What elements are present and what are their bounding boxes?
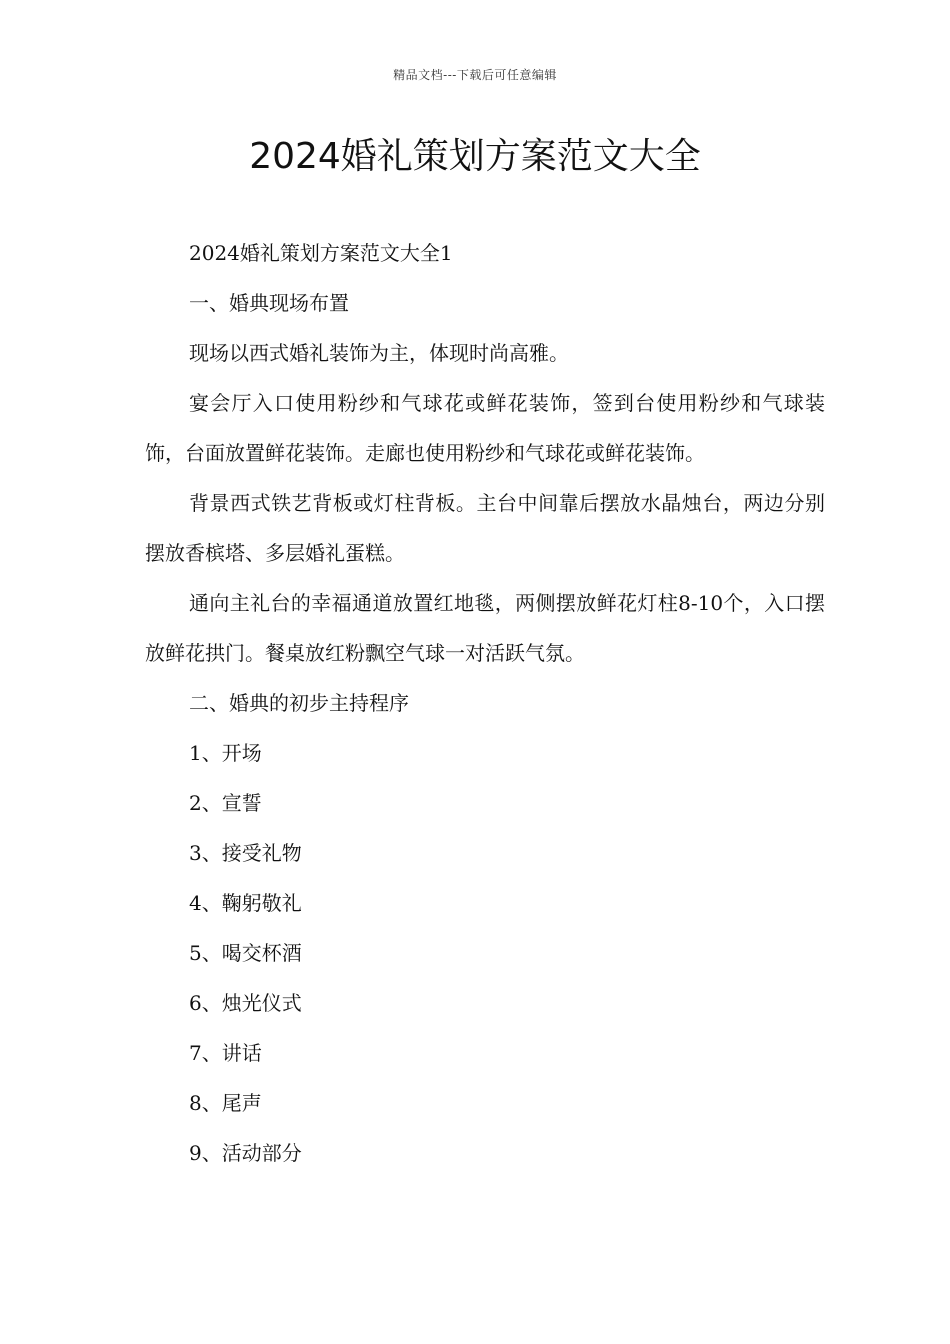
list-item: 6、烛光仪式 <box>189 991 302 1015</box>
body-paragraph: 宴会厅入口使用粉纱和气球花或鲜花装饰，签到台使用粉纱和气球装饰，台面放置鲜花装饰。走廊也使用粉纱和气球花或鲜花装饰。 <box>145 391 825 465</box>
list-item: 9、活动部分 <box>189 1141 302 1165</box>
section-heading-1: 一、婚典现场布置 <box>189 291 349 315</box>
document-title: 2024婚礼策划方案范文大全 <box>249 136 701 177</box>
body-paragraph: 通向主礼台的幸福通道放置红地毯，两侧摆放鲜花灯柱8-10个，入口摆放鲜花拱门。餐桌放红粉飘空气球一对活跃气氛。 <box>145 591 825 665</box>
subtitle-paragraph: 2024婚礼策划方案范文大全1 <box>189 241 453 265</box>
header-note: 精品文档---下载后可任意编辑 <box>393 68 557 82</box>
list-item: 3、接受礼物 <box>189 841 302 865</box>
list-item: 2、宣誓 <box>189 791 262 815</box>
list-item: 4、鞠躬敬礼 <box>189 891 302 915</box>
document-body <box>145 228 825 1178</box>
section-heading-2: 二、婚典的初步主持程序 <box>189 691 409 715</box>
list-item: 5、喝交杯酒 <box>189 941 302 965</box>
list-item: 7、讲话 <box>189 1041 262 1065</box>
body-paragraph: 背景西式铁艺背板或灯柱背板。主台中间靠后摆放水晶烛台，两边分别摆放香槟塔、多层婚礼蛋糕。 <box>145 491 825 565</box>
list-item: 1、开场 <box>189 741 262 765</box>
body-paragraph: 现场以西式婚礼装饰为主，体现时尚高雅。 <box>189 341 569 365</box>
list-item: 8、尾声 <box>189 1091 262 1115</box>
